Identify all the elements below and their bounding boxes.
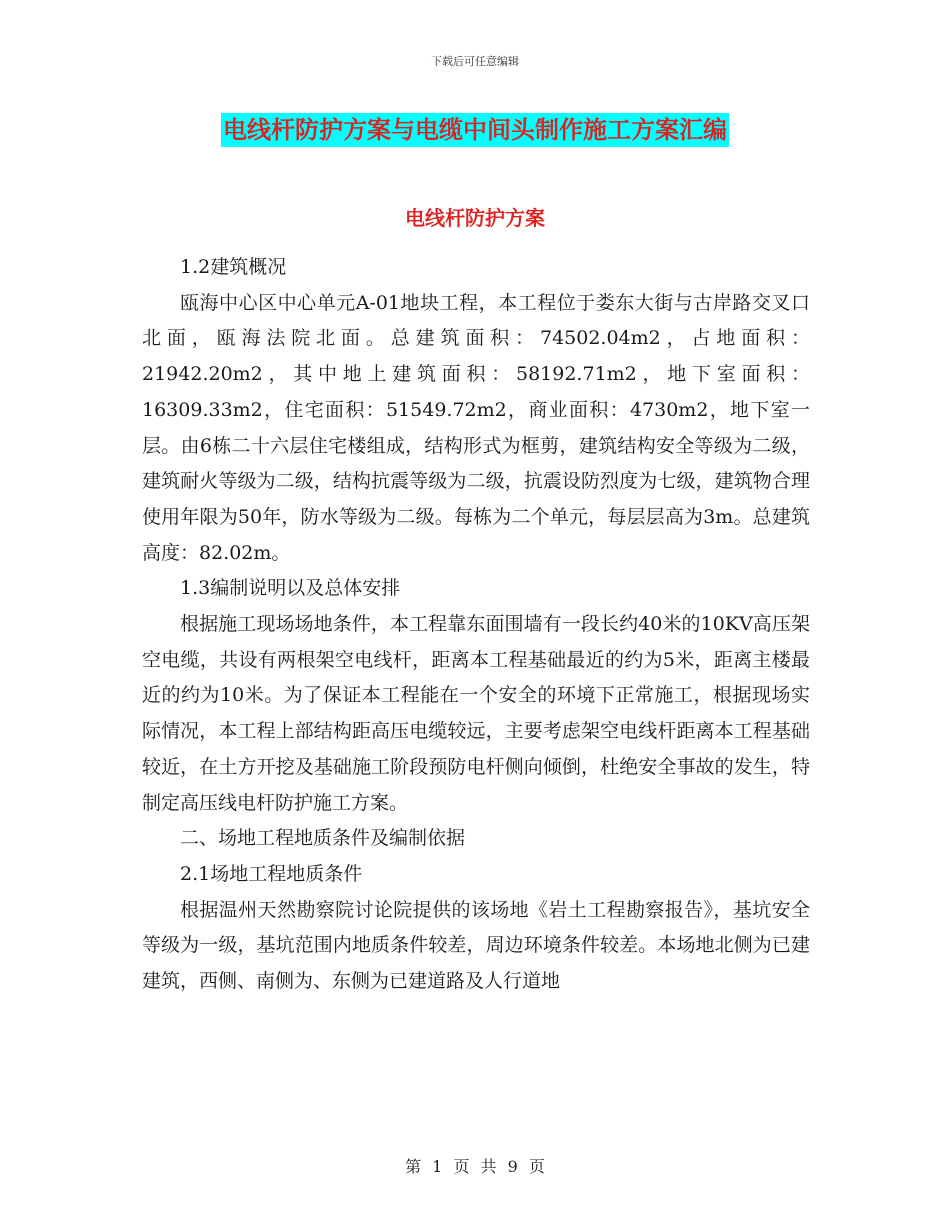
heading-building-overview: 1.2建筑概况	[180, 256, 287, 278]
document-body	[142, 250, 810, 1000]
heading-geology-conditions: 2.1场地工程地质条件	[180, 862, 363, 885]
header-note: 下载后可任意编辑	[431, 55, 519, 68]
document-title: 电线杆防护方案与电缆中间头制作施工方案汇编	[221, 113, 729, 147]
heading-compilation-notes: 1.3编制说明以及总体安排	[180, 577, 401, 600]
heading-geology-basis: 二、场地工程地质条件及编制依据	[180, 827, 466, 850]
paragraph-compilation-notes: 根据施工现场场地条件，本工程靠东面围墙有一段长约40米的10KV高压架空电缆，共设有两根架空电线杆，距离本工程基础最近的约为5米，距离主楼最近的约为10米。为了保证本工程能在一个安全的环境下正常施工，根据现场实际情况，本工程上部结构距高压电缆较远，主要考虑架空电线杆距离本工程基础较近，在土方开挖及基础施工阶段预防电杆侧向倾倒，杜绝安全事故的发生，特制定高压线电杆防护施工方案。	[142, 613, 810, 814]
paragraph-geology-conditions: 根据温州天然勘察院讨论院提供的该场地《岩土工程勘察报告》，基坑安全等级为一级，基坑范围内地质条件较差，周边环境条件较差。本场地北侧为已建建筑，西侧、南侧为、东侧为已建道路及人行道地	[142, 898, 810, 993]
paragraph-building-overview: 瓯海中心区中心单元A-01地块工程，本工程位于娄东大街与古岸路交叉口北面，瓯海法院北面。总建筑面积：74502.04m2，占地面积：21942.20m2，其中地上建筑面积：58192.71m2，地下室面积：16309.33m2，住宅面积：51549.72m2，商业面积：4730m2，地下室一层。由6栋二十六层住宅楼组成，结构形式为框剪，建筑结构安全等级为二级，建筑耐火等级为二级，结构抗震等级为二级，抗震设防烈度为七级，建筑物合理使用年限为50年，防水等级为二级。每栋为二个单元，每层层高为3m。总建筑高度：82.02m。	[142, 291, 810, 564]
section-title: 电线杆防护方案	[405, 206, 545, 230]
page-number-footer: 第 1 页 共 9 页	[405, 1157, 545, 1176]
